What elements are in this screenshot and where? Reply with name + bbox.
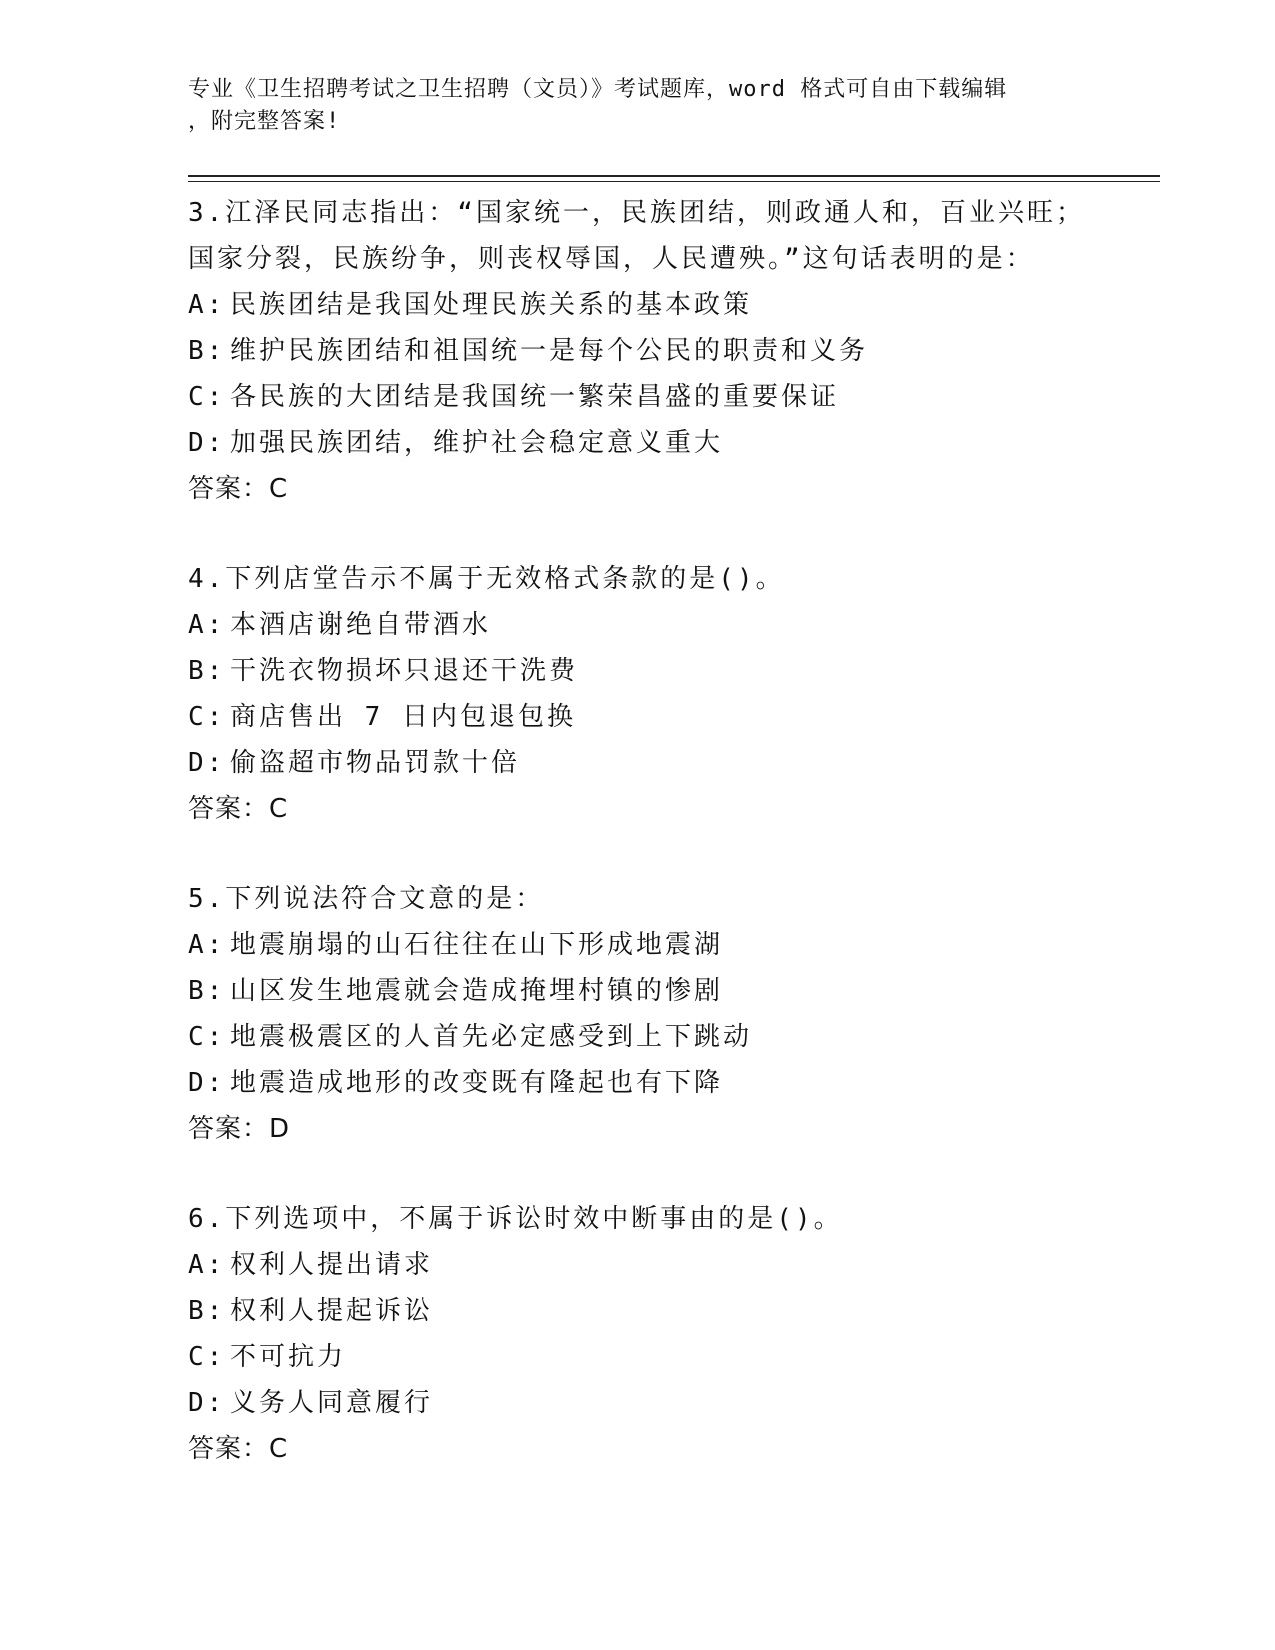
option-key: D: bbox=[188, 1068, 226, 1098]
question-stem-continued: 国家分裂，民族纷争，则丧权辱国，人民遭殃。”这句话表明的是： bbox=[188, 244, 1035, 274]
option-text: 权利人提出请求 bbox=[230, 1250, 434, 1280]
option-b bbox=[188, 1288, 1148, 1334]
question-stem: 3.江泽民同志指出：“国家统一，民族团结，则政通人和，百业兴旺； bbox=[188, 198, 1085, 228]
option-key: B: bbox=[188, 656, 226, 686]
option-d bbox=[188, 420, 1148, 466]
option-key: A: bbox=[188, 1250, 226, 1280]
option-key: C: bbox=[188, 1342, 226, 1372]
option-text: 地震崩塌的山石往往在山下形成地震湖 bbox=[230, 930, 724, 960]
question-4 bbox=[188, 556, 1148, 832]
option-key: B: bbox=[188, 1296, 226, 1326]
option-text: 维护民族团结和祖国统一是每个公民的职责和义务 bbox=[230, 336, 869, 366]
option-text: 加强民族团结，维护社会稳定意义重大 bbox=[230, 428, 724, 458]
header-line-2: ，附完整答案! bbox=[188, 109, 341, 134]
question-stem: 6.下列选项中，不属于诉讼时效中断事由的是()。 bbox=[188, 1204, 843, 1234]
option-text: 各民族的大团结是我国统一繁荣昌盛的重要保证 bbox=[230, 382, 840, 412]
option-text: 偷盗超市物品罚款十倍 bbox=[230, 748, 521, 778]
option-key: D: bbox=[188, 428, 226, 458]
option-a bbox=[188, 1242, 1148, 1288]
option-c bbox=[188, 694, 1148, 740]
question-list bbox=[188, 190, 1148, 1472]
option-a bbox=[188, 282, 1148, 328]
answer-line: 答案：C bbox=[188, 794, 289, 824]
option-key: B: bbox=[188, 976, 226, 1006]
question-stem: 4.下列店堂告示不属于无效格式条款的是()。 bbox=[188, 564, 785, 594]
option-key: A: bbox=[188, 290, 226, 320]
question-stem: 5.下列说法符合文意的是： bbox=[188, 884, 545, 914]
option-c bbox=[188, 374, 1148, 420]
question-3 bbox=[188, 190, 1148, 512]
option-text: 地震造成地形的改变既有隆起也有下降 bbox=[230, 1068, 724, 1098]
header-line-1: 专业《卫生招聘考试之卫生招聘（文员）》考试题库，word 格式可自由下载编辑 bbox=[188, 77, 1008, 102]
header-divider-thin bbox=[188, 181, 1160, 182]
document-header bbox=[188, 74, 1088, 138]
option-key: A: bbox=[188, 610, 226, 640]
option-text: 干洗衣物损坏只退还干洗费 bbox=[230, 656, 579, 686]
option-text: 地震极震区的人首先必定感受到上下跳动 bbox=[230, 1022, 753, 1052]
option-b bbox=[188, 648, 1148, 694]
answer-line: 答案：D bbox=[188, 1114, 291, 1144]
option-key: D: bbox=[188, 1388, 226, 1418]
option-d bbox=[188, 1380, 1148, 1426]
option-text: 山区发生地震就会造成掩埋村镇的惨剧 bbox=[230, 976, 724, 1006]
question-5 bbox=[188, 876, 1148, 1152]
option-c bbox=[188, 1014, 1148, 1060]
option-key: A: bbox=[188, 930, 226, 960]
option-key: C: bbox=[188, 702, 226, 732]
answer-line: 答案：C bbox=[188, 474, 289, 504]
option-text: 本酒店谢绝自带酒水 bbox=[230, 610, 492, 640]
option-a bbox=[188, 922, 1148, 968]
option-b bbox=[188, 968, 1148, 1014]
option-key: C: bbox=[188, 1022, 226, 1052]
header-divider-thick bbox=[188, 175, 1160, 177]
option-key: B: bbox=[188, 336, 226, 366]
option-text: 不可抗力 bbox=[230, 1342, 347, 1372]
option-b bbox=[188, 328, 1148, 374]
answer-line: 答案：C bbox=[188, 1434, 289, 1464]
question-6 bbox=[188, 1196, 1148, 1472]
option-d bbox=[188, 740, 1148, 786]
option-a bbox=[188, 602, 1148, 648]
option-text: 义务人同意履行 bbox=[230, 1388, 434, 1418]
option-text: 商店售出 7 日内包退包换 bbox=[230, 702, 576, 732]
option-key: D: bbox=[188, 748, 226, 778]
option-text: 权利人提起诉讼 bbox=[230, 1296, 434, 1326]
option-text: 民族团结是我国处理民族关系的基本政策 bbox=[230, 290, 753, 320]
option-d bbox=[188, 1060, 1148, 1106]
option-c bbox=[188, 1334, 1148, 1380]
option-key: C: bbox=[188, 382, 226, 412]
